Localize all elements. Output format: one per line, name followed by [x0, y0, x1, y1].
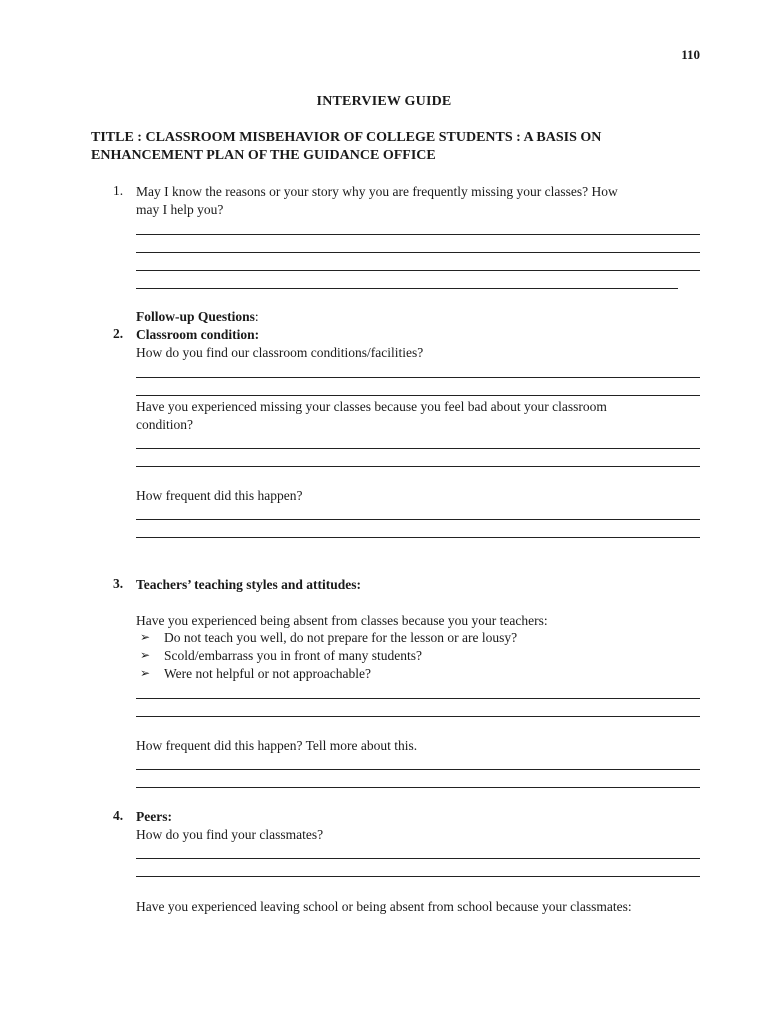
answer-line[interactable] — [136, 698, 700, 699]
question-3-intro: Have you experienced being absent from classes because you your teachers: — [136, 613, 548, 628]
question-4-sub-2: Have you experienced leaving school or being absent from school because your classmates: — [136, 899, 632, 914]
question-3-number: 3. — [113, 576, 124, 591]
answer-line[interactable] — [136, 519, 700, 520]
question-2-number: 2. — [113, 326, 124, 341]
question-2-sub-2 — [136, 398, 696, 434]
question-3-sub-2: How frequent did this happen? Tell more about this. — [136, 738, 418, 753]
followup-label-text: Follow-up Questions — [136, 309, 255, 324]
question-2-sub-2-line-1: Have you experienced missing your classes because you feel bad about your classroom — [136, 399, 607, 414]
followup-label — [136, 308, 696, 326]
answer-line[interactable] — [136, 288, 678, 289]
arrow-bullet-icon: ➢ — [140, 666, 151, 680]
page-number: 110 — [681, 47, 700, 62]
answer-line[interactable] — [136, 769, 700, 770]
title-line-1: TITLE : CLASSROOM MISBEHAVIOR OF COLLEGE STUDENTS : A BASIS ON — [91, 130, 602, 145]
answer-line[interactable] — [136, 787, 700, 788]
answer-line[interactable] — [136, 858, 700, 859]
answer-line[interactable] — [136, 466, 700, 467]
answer-line[interactable] — [136, 448, 700, 449]
question-3-bullet-1: Do not teach you well, do not prepare for the lesson or are lousy? — [164, 630, 518, 645]
answer-line[interactable] — [136, 234, 700, 235]
question-4-sub-1: How do you find your classmates? — [136, 827, 324, 842]
document-heading: INTERVIEW GUIDE — [316, 94, 452, 109]
question-2-sub-1: How do you find our classroom conditions/facilities? — [136, 345, 424, 360]
document-title — [91, 129, 691, 165]
question-2-heading: Classroom condition: — [136, 327, 260, 342]
answer-line[interactable] — [136, 377, 700, 378]
title-line-2: ENHANCEMENT PLAN OF THE GUIDANCE OFFICE — [91, 148, 436, 163]
answer-line[interactable] — [136, 270, 700, 271]
question-2-sub-3: How frequent did this happen? — [136, 488, 303, 503]
question-3-bullet-2: Scold/embarrass you in front of many students? — [164, 648, 422, 663]
question-1-line-2: may I help you? — [136, 202, 224, 217]
question-2-sub-2-line-2: condition? — [136, 417, 193, 432]
question-1-line-1: May I know the reasons or your story why you are frequently missing your classes? How — [136, 184, 618, 199]
answer-line[interactable] — [136, 716, 700, 717]
question-4-number: 4. — [113, 808, 124, 823]
answer-line[interactable] — [136, 252, 700, 253]
question-4-heading: Peers: — [136, 809, 172, 824]
followup-label-colon: : — [254, 309, 259, 324]
question-3-heading: Teachers’ teaching styles and attitudes: — [136, 577, 361, 592]
question-1-number: 1. — [113, 183, 124, 198]
answer-line[interactable] — [136, 876, 700, 877]
question-1-text — [136, 183, 696, 219]
question-3-bullet-3: Were not helpful or not approachable? — [164, 666, 371, 681]
answer-line[interactable] — [136, 395, 700, 396]
arrow-bullet-icon: ➢ — [140, 648, 151, 662]
answer-line[interactable] — [136, 537, 700, 538]
arrow-bullet-icon: ➢ — [140, 630, 151, 644]
